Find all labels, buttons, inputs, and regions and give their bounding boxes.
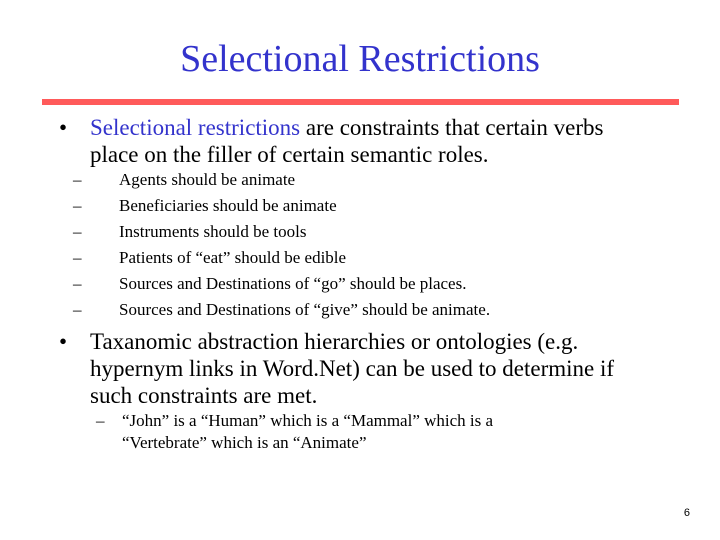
dash-marker: – xyxy=(73,170,82,189)
sub-item-text: Sources and Destinations of “go” should be places. xyxy=(119,274,467,293)
sub-item-text: Sources and Destinations of “give” should be animate. xyxy=(119,300,491,319)
dash-marker: – xyxy=(96,411,105,430)
bullet-2-line-1: Taxanomic abstraction hierarchies or ontologies (e.g. xyxy=(90,329,579,354)
highlight-term: Selectional restrictions xyxy=(90,115,301,140)
bullet-1-line-1-rest: are constraints that certain verbs xyxy=(300,115,604,140)
bullet-2 xyxy=(59,328,699,412)
title-divider xyxy=(42,99,679,105)
bullet-2-text xyxy=(90,328,614,409)
example-line-1: “John” is a “Human” which is a “Mammal” which is a xyxy=(122,411,494,430)
dash-marker: – xyxy=(73,222,82,241)
bullet-1-line-2: place on the filler of certain semantic roles. xyxy=(90,142,489,167)
dash-marker: – xyxy=(73,274,82,293)
bullet-2-line-3: such constraints are met. xyxy=(90,383,318,408)
dash-marker: – xyxy=(73,300,82,319)
sub-item-text: Agents should be animate xyxy=(119,170,296,189)
bullet-1 xyxy=(59,114,699,170)
dash-marker: – xyxy=(73,248,82,267)
dash-marker: – xyxy=(73,196,82,215)
page-number: 6 xyxy=(683,507,690,519)
sub-item-text: Beneficiaries should be animate xyxy=(119,196,337,215)
sub-item-text: Patients of “eat” should be edible xyxy=(119,248,347,267)
bullet-1-line-1 xyxy=(90,114,604,141)
example-line-2: “Vertebrate” which is an “Animate” xyxy=(122,433,367,452)
bullet-1-text xyxy=(90,114,604,168)
slide-title: Selectional Restrictions xyxy=(180,38,540,80)
bullet-marker: • xyxy=(59,115,68,140)
sub-item-text: Instruments should be tools xyxy=(119,222,307,241)
example-text xyxy=(122,410,493,454)
bullet-marker: • xyxy=(59,329,68,354)
bullet-2-line-2: hypernym links in Word.Net) can be used to determine if xyxy=(90,356,615,381)
